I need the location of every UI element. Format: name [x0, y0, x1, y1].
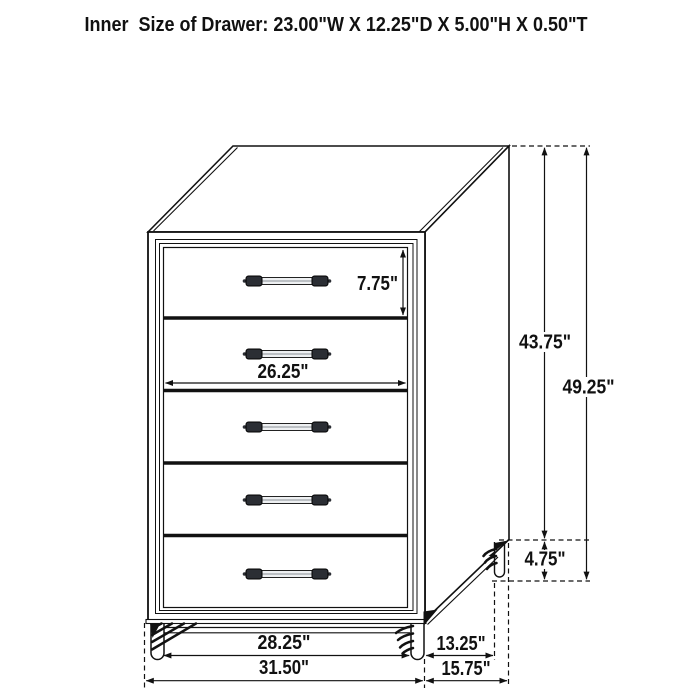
dimension-label: 7.75" — [357, 273, 398, 295]
page-title: Inner Size of Drawer: 23.00"W X 12.25"D X 5.00"H X 0.50"T — [84, 14, 588, 36]
handle-cap-left — [246, 495, 262, 505]
dimension-label: 26.25" — [257, 361, 309, 383]
handle-cap-right — [312, 569, 328, 579]
dim-heights — [492, 146, 617, 581]
base-molding — [146, 620, 426, 624]
handle-cap-right — [312, 422, 328, 432]
drawer-5-handle — [243, 569, 332, 579]
dimension-label: 4.75" — [524, 548, 566, 571]
handle-cap-left — [246, 276, 262, 286]
dimension-label: 13.25" — [436, 633, 486, 655]
dimension-label: 49.25" — [562, 376, 615, 399]
drawer-4-handle — [243, 495, 332, 505]
front-left-leg — [150, 623, 196, 660]
dimension-label: 43.75" — [519, 331, 571, 354]
drawer-3-handle — [243, 422, 332, 432]
dimension-label: 31.50" — [259, 657, 309, 679]
drawer-1-handle — [243, 276, 332, 286]
drawer-2-handle — [243, 349, 332, 359]
dimension-label: 28.25" — [257, 632, 311, 654]
dimension-label: 15.75" — [441, 658, 491, 680]
handle-cap-left — [246, 349, 262, 359]
handle-cap-left — [246, 422, 262, 432]
handle-cap-left — [246, 569, 262, 579]
handle-cap-right — [312, 349, 328, 359]
chest-body — [146, 146, 509, 660]
handle-cap-right — [312, 276, 328, 286]
handle-cap-right — [312, 495, 328, 505]
